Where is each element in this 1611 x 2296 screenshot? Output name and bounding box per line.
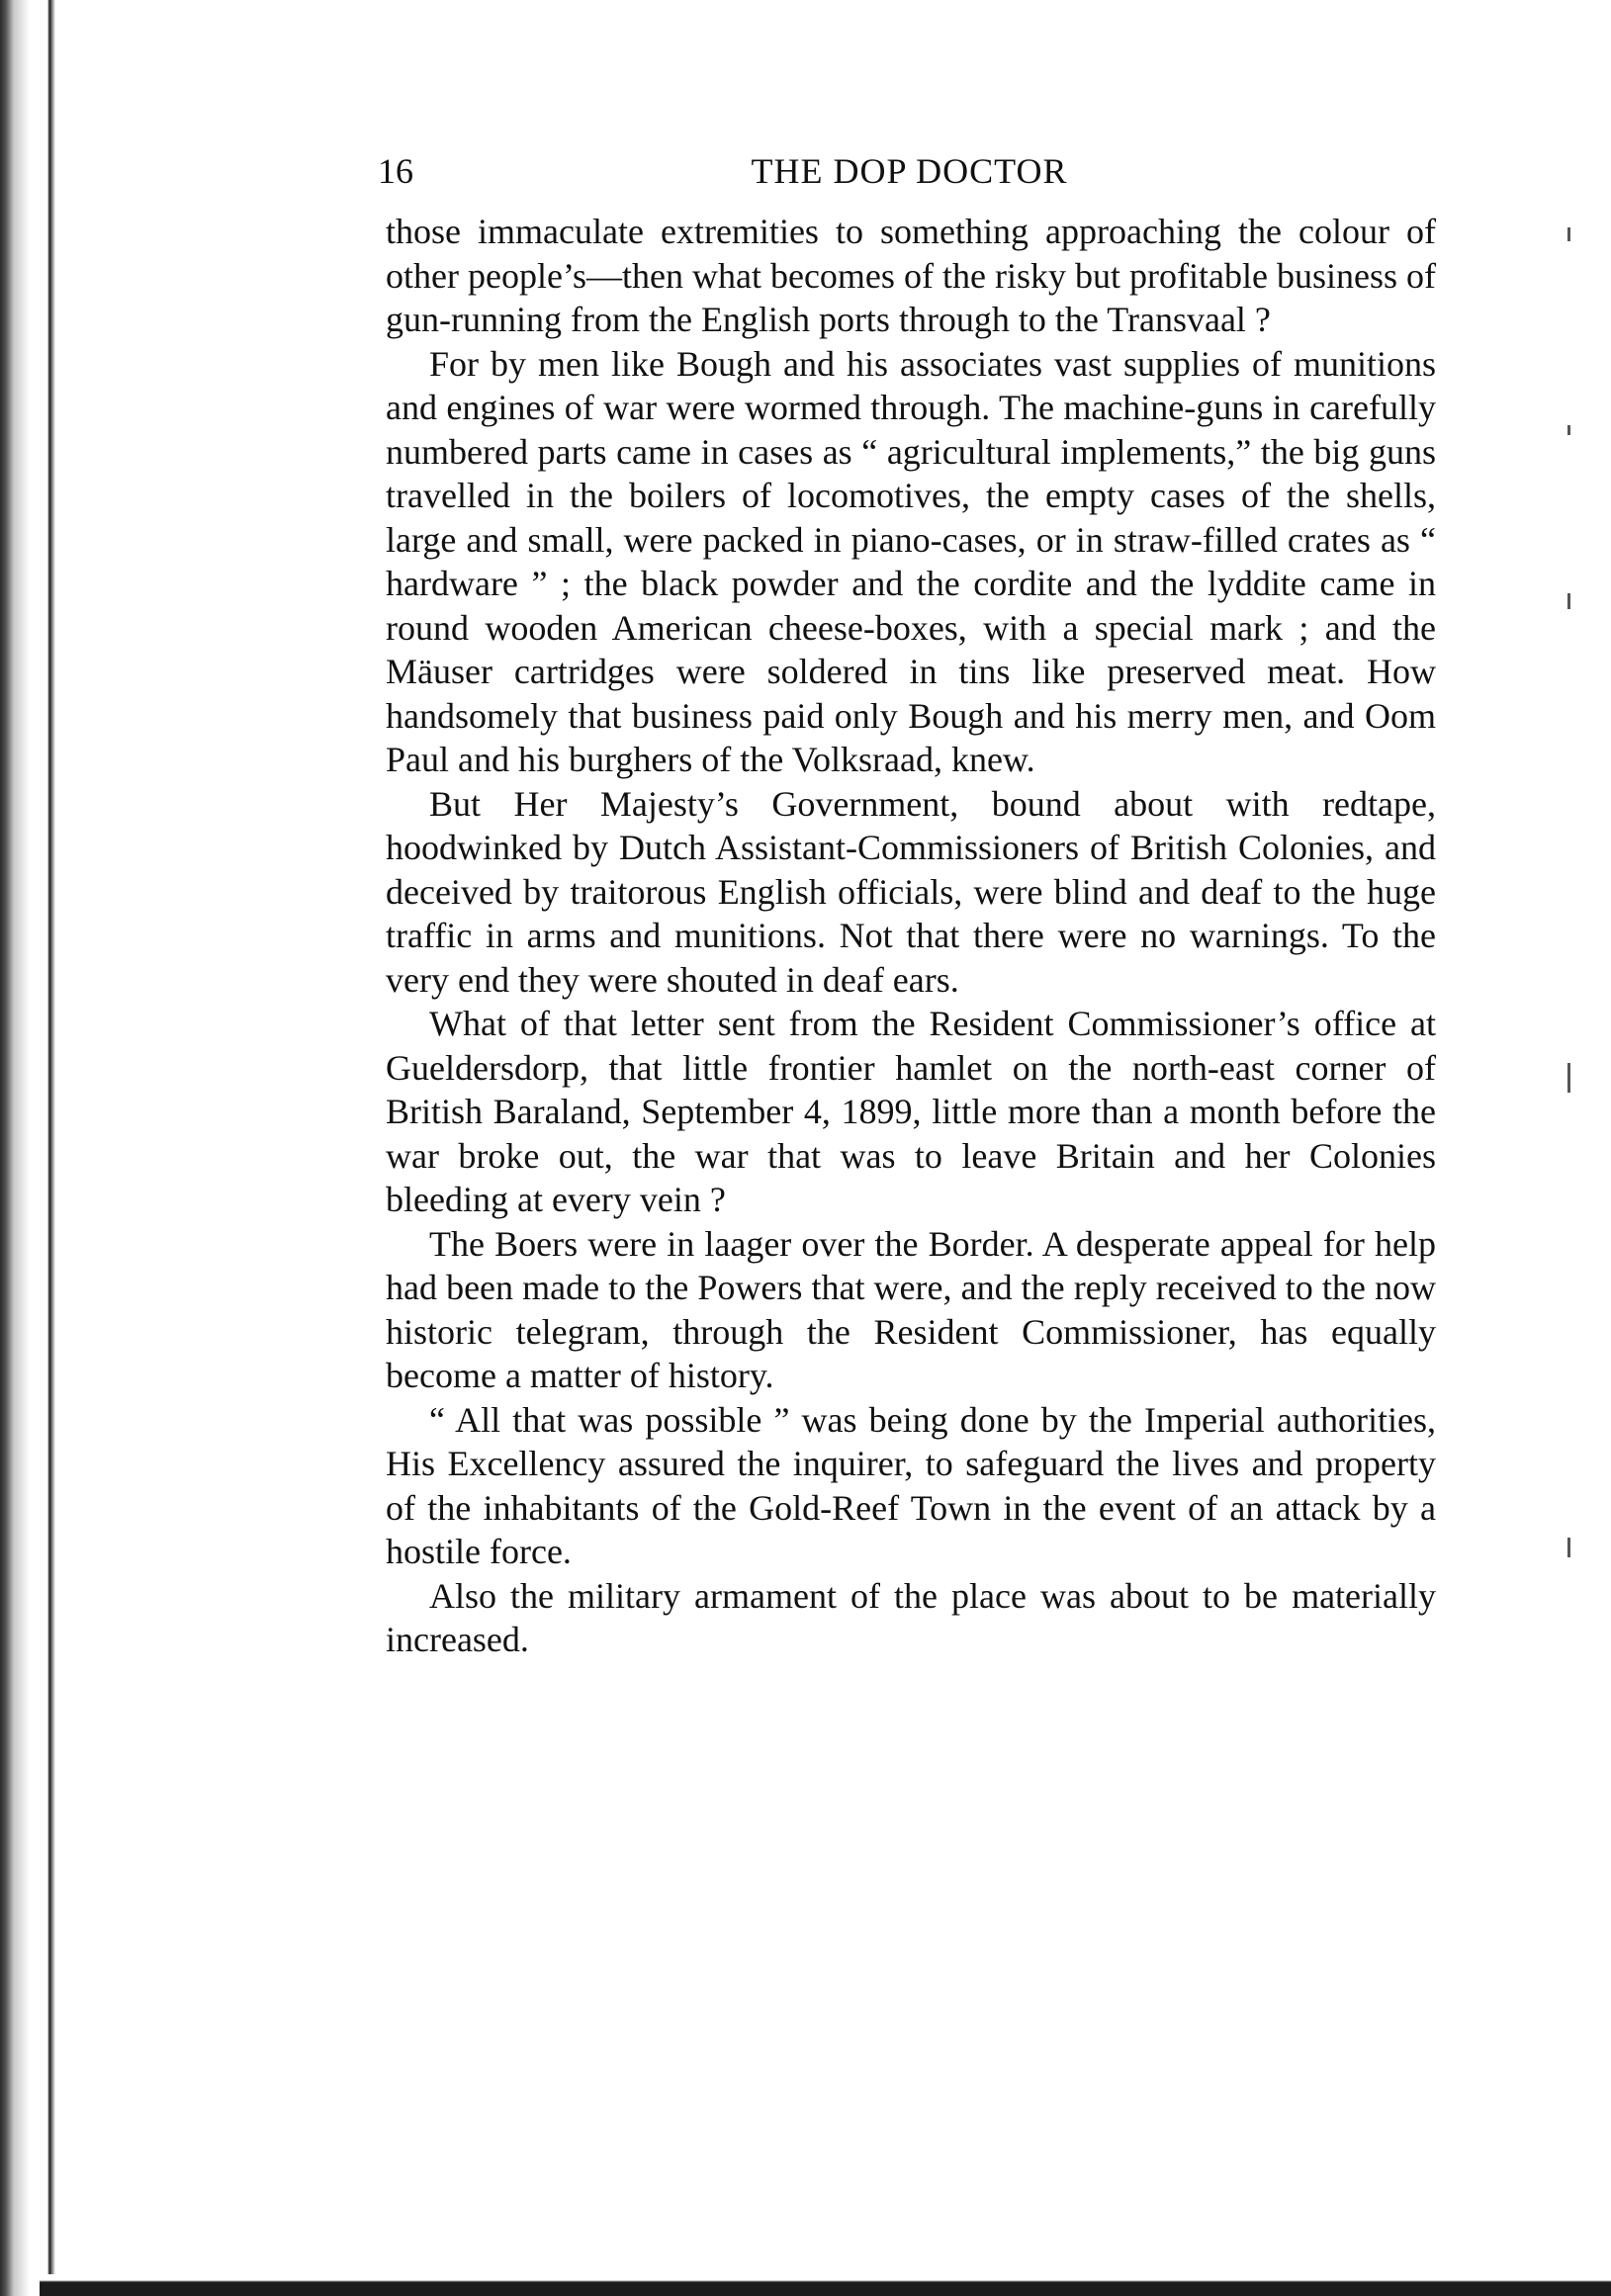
running-title: THE DOP DOCTOR <box>751 151 1068 191</box>
book-binding-edge <box>0 0 69 2296</box>
body-text <box>386 210 1436 1662</box>
paragraph-2: For by men like Bough and his associates vast supplies of munitions and engines of war were wormed through. The machine-guns in carefully numbered parts came in cases as “ agricultural implements,” the big guns travelled in the boilers of locomotives, the empty cases of the shells, large and small, were packed in piano-cases, or in straw-filled crates as “ hardware ” ; the black powder and the cordite and the lyddite came in round wooden American cheese-boxes, with a special mark ; and the Mäuser cartridges were soldered in tins like preserved meat. How handsomely that business paid only Bough and his merry men, and Oom Paul and his burghers of the Volksraad, knew. <box>386 343 1436 779</box>
paragraph-4: What of that letter sent from the Resident Commissioner’s office at Gueldersdorp, that little frontier hamlet on the north-east corner of British Baraland, September 4, 1899, little more than a month before the war broke out, the war that was to leave Britain and her Colonies bleeding at every vein ? <box>386 1004 1436 1219</box>
page-number: 16 <box>378 151 413 191</box>
paragraph-7: Also the military armament of the place was about to be materially increased. <box>386 1575 1436 1659</box>
paragraph-6: “ All that was possible ” was being done by the Imperial authorities, His Excellency assured the inquirer, to safeguard the lives and property of the inhabitants of the Gold-Reef Town in the event of an attack by a hostile force. <box>386 1399 1436 1571</box>
page-bottom-edge <box>40 2274 1611 2296</box>
right-margin-marks <box>1567 0 1573 2296</box>
paragraph-1: those immaculate extremities to something approaching the colour of other people’s—then what becomes of the risky but profitable business of gun-running from the English ports through to the Transvaal ? <box>386 212 1436 339</box>
paragraph-3: But Her Majesty’s Government, bound about with redtape, hoodwinked by Dutch Assistant-Commissioners of British Colonies, and deceived by traitorous English officials, were blind and deaf to the huge traffic in arms and munitions. Not that there were no warnings. To the very end they were shouted in deaf ears. <box>386 783 1436 1000</box>
page-header <box>378 146 1441 196</box>
paragraph-5: The Boers were in laager over the Border. A desperate appeal for help had been made to the Powers that were, and the reply received to the now historic telegram, through the Resident Commissioner, has equally become a matter of history. <box>386 1223 1436 1395</box>
